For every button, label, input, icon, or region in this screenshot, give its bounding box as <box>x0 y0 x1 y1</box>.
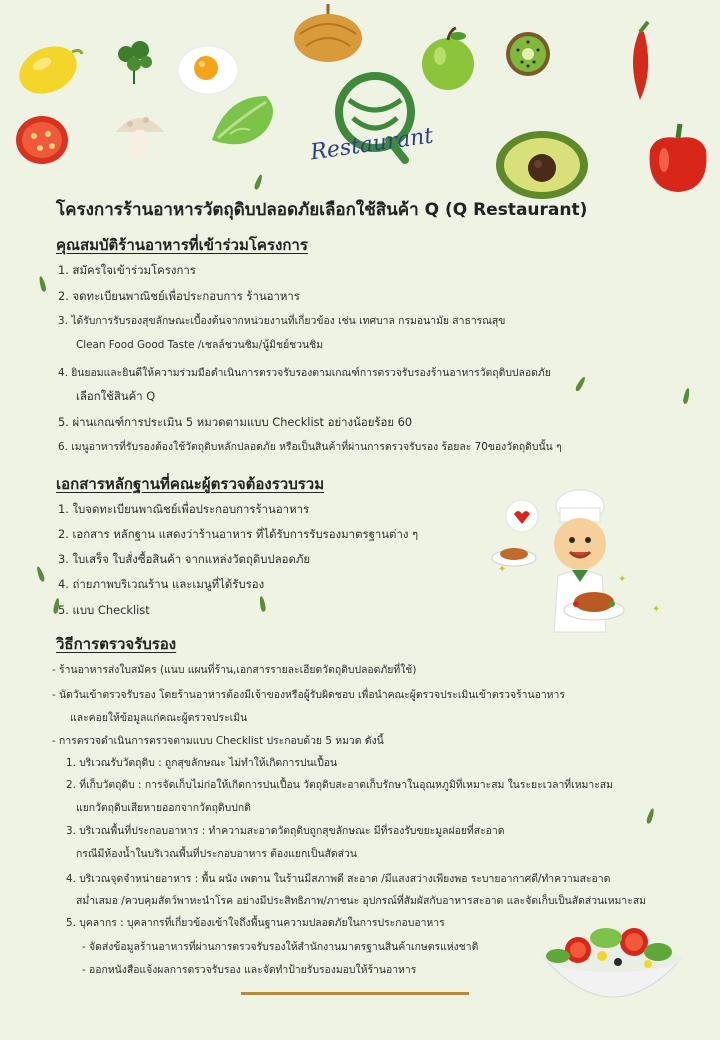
leaf-icon <box>646 808 656 825</box>
document-item: 4. ถ่ายภาพบริเวณร้าน และเมนูที่ได้รับรอง <box>58 577 265 591</box>
sparkle-icon: ✦ <box>618 574 627 585</box>
salad-bowl-illustration <box>538 912 688 1024</box>
footer-divider <box>241 992 469 995</box>
red-bell-pepper-icon <box>640 120 716 196</box>
qualification-item: 5. ผ่านเกณฑ์การประเมิน 5 หมวดตามแบบ Checklist อย่างน้อยร้อย 60 <box>58 415 413 429</box>
checklist-category-continued: แยกวัตถุดิบเสียหายออกจากวัตถุดิบปกติ <box>76 802 251 814</box>
q-restaurant-logo <box>305 60 445 185</box>
herb-leaf-icon <box>112 36 158 86</box>
document-item: 1. ใบจดทะเบียนพาณิชย์เพื่อประกอบการร้านอาหาร <box>58 502 310 516</box>
mushroom-icon <box>112 108 168 160</box>
method-line: - การตรวจดำเนินการตรวจตามแบบ Checklist ประกอบด้วย 5 หมวด ดังนี้ <box>52 735 384 747</box>
chili-pepper-icon <box>618 20 664 106</box>
document-item: 3. ใบเสร็จ ใบสั่งซื้อสินค้า จากแหล่งวัตถุดิบปลอดภัย <box>58 552 311 566</box>
avocado-icon <box>494 128 590 202</box>
leaf-icon <box>259 596 267 613</box>
leaf-icon <box>35 566 45 583</box>
document-item: 2. เอกสาร หลักฐาน แสดงว่าร้านอาหาร ที่ได้รับการรับรองมาตรฐานต่าง ๆ <box>58 527 419 541</box>
leaf-icon <box>38 276 47 293</box>
documents-heading: เอกสารหลักฐานที่คณะผู้ตรวจต้องรวบรวม <box>56 475 325 493</box>
logo-wordmark: Restaurant <box>308 123 435 166</box>
chef-mascot-illustration <box>488 486 638 636</box>
qualification-item-continued: เลือกใช้สินค้า Q <box>76 389 156 403</box>
sparkle-icon: ✦ <box>498 564 507 575</box>
checklist-category: 4. บริเวณจุดจำหน่ายอาหาร : พื้น ผนัง เพดาน ในร้านมีสภาพดี สะอาด /มีแสงสว่างเพียงพอ ระบายอากาศดี/ทำความสะอาด <box>66 873 611 885</box>
document-item: 5. แบบ Checklist <box>58 603 150 617</box>
checklist-category: 2. ที่เก็บวัตถุดิบ : การจัดเก็บไม่ก่อให้เกิดการปนเปื้อน วัตถุดิบสะอาดเก็บรักษาในอุณหภูมิที่เหมาะสม ในระยะเวลาที่เหมาะสม <box>66 779 613 791</box>
checklist-category: 1. บริเวณรับวัตถุดิบ : ถูกสุขลักษณะ ไม่ทำให้เกิดการปนเปื้อน <box>66 757 338 769</box>
qualification-item: 1. สมัครใจเข้าร่วมโครงการ <box>58 263 196 277</box>
method-line: - ร้านอาหารส่งใบสมัคร (แนบ แผนที่ร้าน,เอกสารรายละเอียดวัตถุดิบปลอดภัยที่ใช้) <box>52 664 417 676</box>
tomato-slice-icon <box>14 114 70 166</box>
qualification-item: 6. เมนูอาหารที่รับรองต้องใช้วัตถุดิบหลักปลอดภัย หรือเป็นสินค้าที่ผ่านการตรวจรับรอง ร้อยละ 70ของวัตถุดิบนั้น ๆ <box>58 441 562 453</box>
qualification-item: 3. ได้รับการรับรองสุขลักษณะเบื้องต้นจากหน่วยงานที่เกี่ยวข้อง เช่น เทศบาล กรมอนามัย สาธารณสุข <box>58 315 506 327</box>
checklist-category-continued: สม่ำเสมอ /ควบคุมสัตว์พาหะนำโรค อย่างมีประสิทธิภาพ/ภาชนะ อุปกรณ์ที่สัมผัสกับอาหารสะอาด และจัดเก็บเป็นสัดส่วนเหมาะสม <box>76 895 647 907</box>
lettuce-icon <box>206 90 282 154</box>
method-subline: - ออกหนังสือแจ้งผลการตรวจรับรอง และจัดทำป้ายรับรองมอบให้ร้านอาหาร <box>82 964 417 976</box>
leaf-icon <box>574 376 586 392</box>
leaf-icon <box>682 388 690 405</box>
qualification-item: 4. ยินยอมและยินดีให้ความร่วมมือดำเนินการตรวจรับรองตามเกณฑ์การตรวจรับรองร้านอาหารวัตถุดิบปลอดภัย <box>58 367 551 379</box>
leaf-icon <box>253 174 263 191</box>
checklist-category-continued: กรณีมีห้องน้ำในบริเวณพื้นที่ประกอบอาหาร ต้องแยกเป็นสัดส่วน <box>76 848 357 860</box>
qualifications-heading: คุณสมบัติร้านอาหารที่เข้าร่วมโครงการ <box>56 236 308 254</box>
qualification-item: 2. จดทะเบียนพาณิชย์เพื่อประกอบการ ร้านอาหาร <box>58 289 300 303</box>
method-subline: - จัดส่งข้อมูลร้านอาหารที่ผ่านการตรวจรับรองให้สำนักงานมาตรฐานสินค้าเกษตรแห่งชาติ <box>82 941 479 953</box>
method-line-continued: และคอยให้ข้อมูลแก่คณะผู้ตรวจประเมิน <box>70 712 248 724</box>
method-heading: วิธีการตรวจรับรอง <box>56 635 177 653</box>
qualification-item-continued: Clean Food Good Taste /เชลล์ชวนชิม/นู้มิชย์ชวนชิม <box>76 339 324 351</box>
kiwi-icon <box>504 30 552 78</box>
sparkle-icon: ✦ <box>652 604 661 615</box>
page-title: โครงการร้านอาหารวัตถุดิบปลอดภัยเลือกใช้สินค้า Q (Q Restaurant) <box>56 200 588 220</box>
checklist-category: 5. บุคลากร : บุคลากรที่เกี่ยวข้องเข้าใจถึงพื้นฐานความปลอดภัยในการประกอบอาหาร <box>66 917 445 929</box>
checklist-category: 3. บริเวณพื้นที่ประกอบอาหาร : ทำความสะอาดวัตถุดิบถูกสุขลักษณะ มีที่รองรับขยะมูลฝอยที่สะอาด <box>66 825 505 837</box>
onion-icon <box>288 4 368 64</box>
lemon-icon <box>12 42 84 96</box>
method-line: - นัดวันเข้าตรวจรับรอง โดยร้านอาหารต้องมีเจ้าของหรือผู้รับผิดชอบ เพื่อนำคณะผู้ตรวจประเมินเข้าตรวจร้านอาหาร <box>52 689 565 701</box>
